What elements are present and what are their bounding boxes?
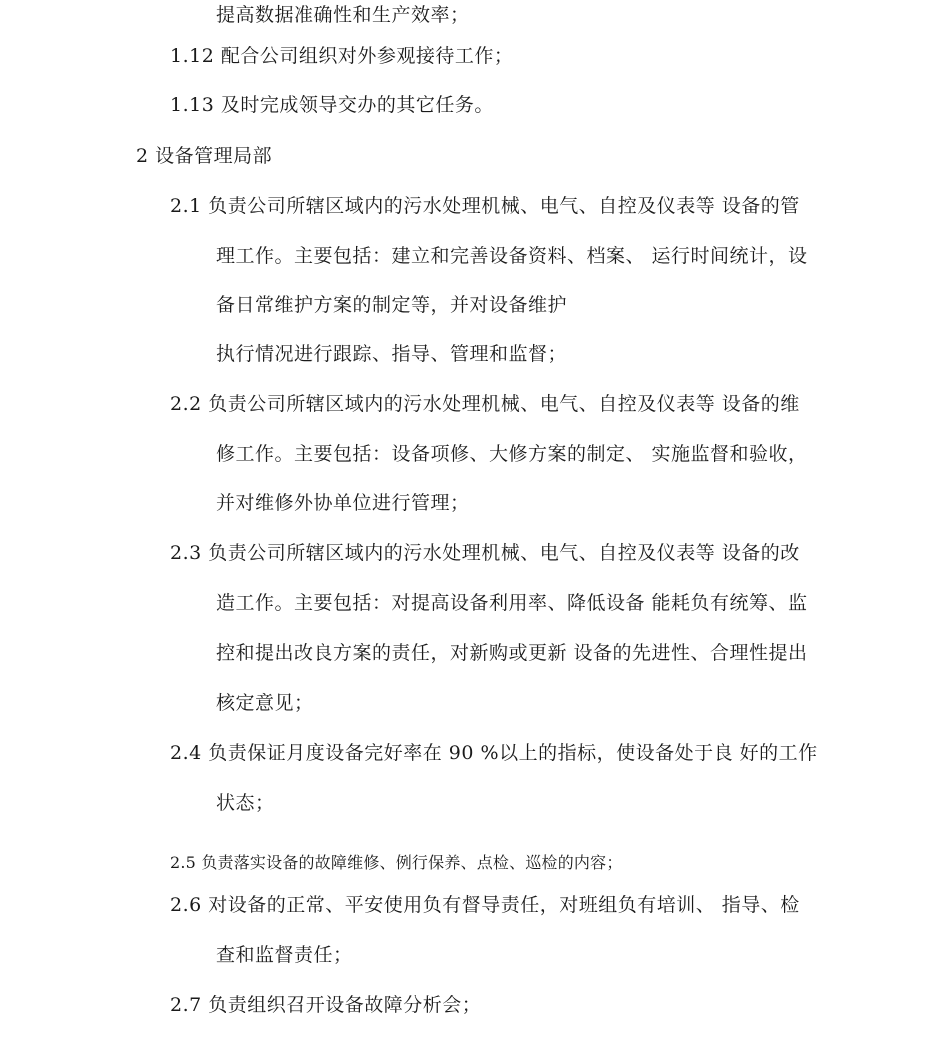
text-line: 执行情况进行跟踪、指导、管理和监督； (216, 343, 568, 365)
list-item-2-3: 2.3 负责公司所辖区域内的污水处理机械、电气、自控及仪表等 设备的改 (170, 542, 800, 564)
section-heading: 2 设备管理局部 (136, 145, 273, 167)
list-item-2-1: 2.1 负责公司所辖区域内的污水处理机械、电气、自控及仪表等 设备的管 (170, 195, 800, 217)
text-line: 状态； (216, 792, 275, 814)
list-item-2-2: 2.2 负责公司所辖区域内的污水处理机械、电气、自控及仪表等 设备的维 (170, 393, 800, 415)
text-line: 备日常维护方案的制定等，并对设备维护 (216, 294, 568, 316)
text-line: 查和监督责任； (216, 944, 353, 966)
list-item-2-7: 2.7 负责组织召开设备故障分析会； (170, 994, 482, 1016)
text-line: 造工作。主要包括：对提高设备利用率、降低设备 能耗负有统筹、监 (216, 592, 808, 614)
list-item-1-12: 1.12 配合公司组织对外参观接待工作； (170, 45, 514, 67)
list-item-1-13: 1.13 及时完成领导交办的其它任务。 (170, 94, 494, 116)
list-item-2-6: 2.6 对设备的正常、平安使用负有督导责任，对班组负有培训、 指导、检 (170, 894, 800, 916)
list-item-2-5: 2.5 负责落实设备的故障维修、例行保养、点检、巡检的内容； (170, 853, 623, 872)
text-line: 理工作。主要包括：建立和完善设备资料、档案、 运行时间统计，设 (216, 245, 808, 267)
text-line: 提高数据准确性和生产效率； (216, 4, 470, 26)
text-line: 并对维修外协单位进行管理； (216, 492, 470, 514)
text-line: 核定意见； (216, 692, 314, 714)
text-line: 修工作。主要包括：设备项修、大修方案的制定、 实施监督和验收， (216, 443, 808, 465)
list-item-2-4: 2.4 负责保证月度设备完好率在 90 %以上的指标，使设备处于良 好的工作 (170, 742, 818, 764)
text-line: 控和提出改良方案的责任，对新购或更新 设备的先进性、合理性提出 (216, 642, 808, 664)
